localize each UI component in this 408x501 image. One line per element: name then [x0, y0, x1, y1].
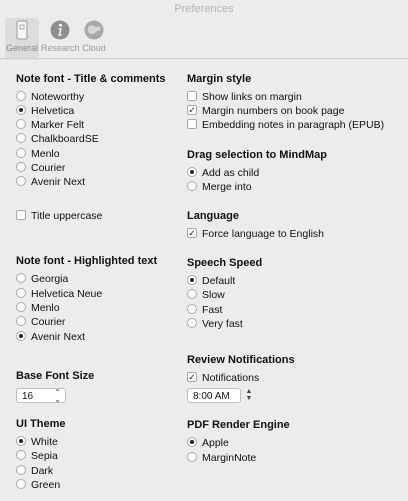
speech-speed-heading: Speech Speed	[187, 257, 263, 269]
drag-selection-heading: Drag selection to MindMap	[187, 149, 327, 161]
base-font-size-value: 16	[22, 391, 34, 402]
tab-research-label: Research	[41, 43, 80, 53]
option-label: Default	[202, 275, 236, 287]
option-label: Georgia	[31, 273, 69, 285]
toolbar	[0, 18, 408, 59]
option-label: Helvetica	[31, 105, 75, 117]
option-label: Fast	[202, 304, 223, 316]
tab-cloud-label: Cloud	[82, 43, 106, 53]
radio-menlo[interactable]	[16, 147, 60, 161]
checkbox-label: Margin numbers on book page	[202, 105, 345, 117]
checkbox-label: Embedding notes in paragraph (EPUB)	[202, 119, 385, 131]
note-font-title-heading: Note font - Title & comments	[16, 73, 166, 85]
base-font-size-popup[interactable]	[16, 388, 66, 403]
radio-avenir-next[interactable]	[16, 175, 85, 189]
window-title: Preferences	[174, 3, 234, 15]
radio-button[interactable]	[187, 304, 197, 314]
option-label: Helvetica Neue	[31, 288, 103, 300]
radio-georgia[interactable]	[16, 272, 68, 286]
radio-merge-into[interactable]	[187, 180, 252, 194]
radio-theme-sepia[interactable]	[16, 449, 58, 463]
radio-theme-dark[interactable]	[16, 464, 53, 478]
option-label: Very fast	[202, 318, 243, 330]
option-label: Avenir Next	[31, 176, 86, 188]
checkbox[interactable]	[187, 119, 197, 129]
radio-button[interactable]	[187, 318, 197, 328]
notifications-checkbox[interactable]	[187, 371, 259, 385]
option-label: Green	[31, 479, 61, 491]
tab-cloud[interactable]	[80, 18, 108, 58]
option-label: Menlo	[31, 148, 60, 160]
radio-courier-highlight[interactable]	[16, 315, 65, 329]
tab-general-label: General	[5, 43, 39, 53]
embedding-notes-checkbox[interactable]	[187, 118, 384, 132]
option-label: Dark	[31, 465, 54, 477]
radio-button[interactable]	[16, 176, 26, 186]
show-links-checkbox[interactable]	[187, 90, 302, 104]
radio-button[interactable]	[16, 450, 26, 460]
radio-button[interactable]	[187, 289, 197, 299]
tab-general[interactable]	[5, 18, 39, 58]
radio-button[interactable]	[16, 91, 26, 101]
general-icon	[11, 19, 33, 41]
radio-speed-default[interactable]	[187, 274, 235, 288]
checkbox-label: Show links on margin	[202, 91, 302, 103]
option-label: Marker Felt	[31, 119, 85, 131]
checkmark-icon[interactable]: ✓	[188, 372, 196, 383]
stepper-up-icon[interactable]: ▲	[245, 388, 253, 395]
checkmark-icon[interactable]: ✓	[188, 105, 196, 116]
tab-research[interactable]	[41, 18, 79, 58]
notification-time-value: 8:00 AM	[193, 391, 230, 402]
checkmark-icon[interactable]: ✓	[188, 228, 196, 239]
ui-theme-heading: UI Theme	[16, 418, 66, 430]
checkbox[interactable]	[16, 210, 26, 220]
radio-helvetica-neue[interactable]	[16, 287, 102, 301]
option-label: Noteworthy	[31, 91, 85, 103]
radio-noteworthy[interactable]	[16, 90, 84, 104]
option-label: White	[31, 436, 58, 448]
radio-speed-very-fast[interactable]	[187, 317, 243, 331]
radio-button[interactable]	[16, 479, 26, 489]
radio-button[interactable]	[16, 273, 26, 283]
general-pane	[0, 59, 408, 501]
radio-button[interactable]	[16, 133, 26, 143]
radio-button[interactable]	[16, 105, 26, 115]
checkbox-label: Force language to English	[202, 228, 324, 240]
cloud-globe-icon	[83, 19, 105, 41]
radio-button[interactable]	[187, 181, 197, 191]
radio-menlo-highlight[interactable]	[16, 301, 60, 315]
pdf-engine-heading: PDF Render Engine	[187, 419, 290, 431]
radio-button[interactable]	[187, 452, 197, 462]
time-stepper[interactable]	[244, 388, 254, 403]
option-label: Add as child	[202, 167, 260, 179]
option-label: MarginNote	[202, 452, 257, 464]
option-label: Menlo	[31, 302, 60, 314]
radio-engine-marginnote[interactable]	[187, 451, 256, 465]
margin-numbers-checkbox[interactable]	[187, 104, 344, 118]
radio-theme-green[interactable]	[16, 478, 60, 492]
option-label: Courier	[31, 162, 66, 174]
option-label: Sepia	[31, 450, 58, 462]
title-uppercase-checkbox[interactable]	[16, 209, 102, 223]
info-icon	[49, 19, 71, 41]
base-font-size-heading: Base Font Size	[16, 370, 95, 382]
radio-button[interactable]	[16, 162, 26, 172]
radio-button[interactable]	[187, 437, 197, 447]
option-label: Merge into	[202, 181, 252, 193]
radio-chalkboardse[interactable]	[16, 132, 99, 146]
option-label: Slow	[202, 289, 225, 301]
radio-button[interactable]	[16, 302, 26, 312]
option-label: ChalkboardSE	[31, 133, 99, 145]
option-label: Apple	[202, 437, 229, 449]
radio-add-as-child[interactable]	[187, 166, 259, 180]
force-english-checkbox[interactable]	[187, 227, 324, 241]
notification-time-field[interactable]	[187, 388, 241, 403]
chevron-updown-icon: ⌃ ⌄	[54, 388, 61, 404]
option-label: Avenir Next	[31, 331, 86, 343]
radio-button[interactable]	[187, 167, 197, 177]
radio-button[interactable]	[16, 436, 26, 446]
radio-marker-felt[interactable]	[16, 118, 84, 132]
checkbox-label: Notifications	[202, 372, 260, 384]
radio-engine-apple[interactable]	[187, 436, 229, 450]
stepper-down-icon[interactable]: ▼	[245, 395, 253, 402]
radio-button[interactable]	[16, 316, 26, 326]
language-heading: Language	[187, 210, 239, 222]
margin-style-heading: Margin style	[187, 73, 252, 85]
radio-button[interactable]	[187, 275, 197, 285]
radio-helvetica[interactable]	[16, 104, 74, 118]
radio-button[interactable]	[16, 148, 26, 158]
checkbox[interactable]	[187, 91, 197, 101]
note-font-highlight-heading: Note font - Highlighted text	[16, 255, 158, 267]
radio-speed-slow[interactable]	[187, 288, 225, 302]
radio-button[interactable]	[16, 331, 26, 341]
option-label: Courier	[31, 316, 66, 328]
radio-button[interactable]	[16, 119, 26, 129]
radio-courier[interactable]	[16, 161, 65, 175]
review-notifications-heading: Review Notifications	[187, 354, 295, 366]
radio-speed-fast[interactable]	[187, 303, 222, 317]
radio-theme-white[interactable]	[16, 435, 58, 449]
radio-button[interactable]	[16, 288, 26, 298]
checkbox-label: Title uppercase	[31, 210, 103, 222]
radio-avenir-next-highlight[interactable]	[16, 330, 85, 344]
radio-button[interactable]	[16, 465, 26, 475]
